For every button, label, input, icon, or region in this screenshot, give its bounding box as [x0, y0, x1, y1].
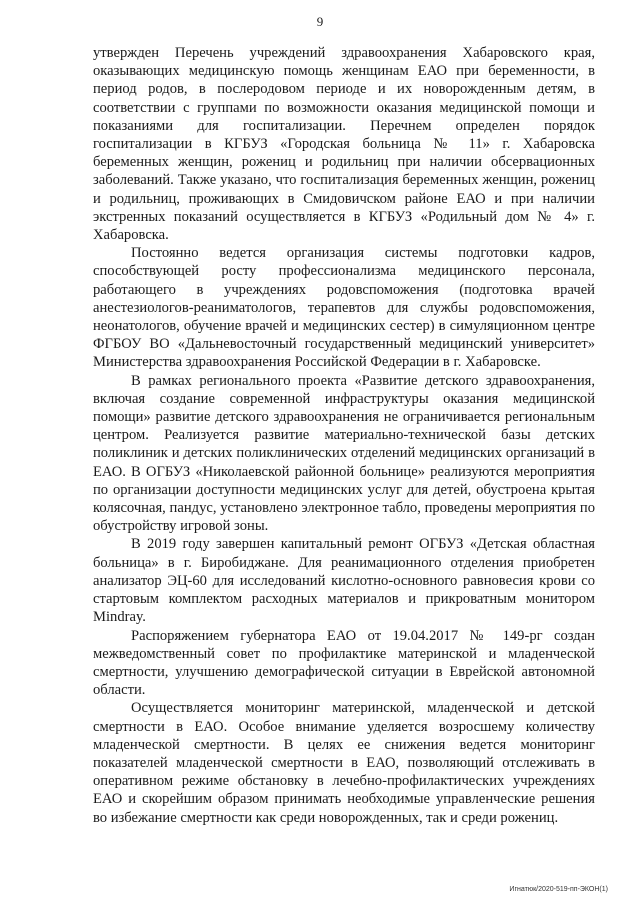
paragraph-2: Постоянно ведется организация системы подготовки кадров, способствующей росту профессионализма медицинского персонала, работающего в учреждениях родовспоможения (подготовка врачей анестезиологов-реаниматологов, терапевтов для службы родовспоможения, неонатологов, обучение врачей и медицинских сестер) в симуляционном центре ФГБОУ ВО «Дальневосточный государственный медицинский университет» Министерства здравоохранения Российской Федерации в г. Хабаровске. — [93, 245, 595, 371]
paragraph-3: В рамках регионального проекта «Развитие детского здравоохранения, включая создание современной инфраструктуры оказания медицинской помощи» развитие детского здравоохранения не ограничивается региональным центром. Реализуется развитие материально-технической базы детских поликлиник и детских поликлинических отделений медицинских организаций в ЕАО. В ОГБУЗ «Николаевской районной больнице» реализуются мероприятия по организации доступности медицинских услуг для детей, обустроена крытая колясочная, пандус, установлено электронное табло, проведены мероприятия по обустройству игровой зоны. — [93, 372, 595, 535]
footer-reference: Игнатюк/2020-519-пп-ЭКОН(1) — [509, 886, 608, 893]
paragraph-1: утвержден Перечень учреждений здравоохранения Хабаровского края, оказывающих медицинскую помощь женщинам ЕАО при беременности, в период родов, в послеродовом периоде и их новорожденным детям, в соответствии с группами по возможности оказания медицинской помощи и показаниями для госпитализации. Перечнем определен порядок госпитализации в КГБУЗ «Городская больница № 11» г. Хабаровска беременных женщин, рожениц и родильниц при наличии обсервационных заболеваний. Также указано, что госпитализация беременных женщин, рожениц и родильниц, проживающих в Смидовичском районе ЕАО и при наличии экстренных показаний осуществляется в КГБУЗ «Родильный дом № 4» г. Хабаровска. — [93, 45, 595, 244]
paragraph-5: Распоряжением губернатора ЕАО от 19.04.2017 № 149-рг создан межведомственный совет по профилактике материнской и младенческой смертности, улучшению демографической ситуации в Еврейской автономной области. — [93, 627, 595, 699]
document-body — [93, 44, 595, 827]
paragraph-4: В 2019 году завершен капитальный ремонт ОГБУЗ «Детская областная больница» в г. Биробиджане. Для реанимационного отделения приобретен анализатор ЭЦ-60 для исследований кислотно-основного равновесия крови со стартовым комплектом расходных материалов и прикроватным монитором Mindray. — [93, 536, 595, 626]
page-number: 9 — [316, 14, 324, 29]
paragraph-6: Осуществляется мониторинг материнской, младенческой и детской смертности в ЕАО. Особое внимание уделяется возросшему количеству младенческой смертности. В целях ее снижения ведется мониторинг показателей младенческой смертности в ЕАО, позволяющий отслеживать в оперативном режиме обстановку в лечебно-профилактических учреждениях ЕАО и скорейшим образом принимать необходимые управленческие решения во избежание смертности как среди новорожденных, так и среди рожениц. — [93, 700, 595, 826]
